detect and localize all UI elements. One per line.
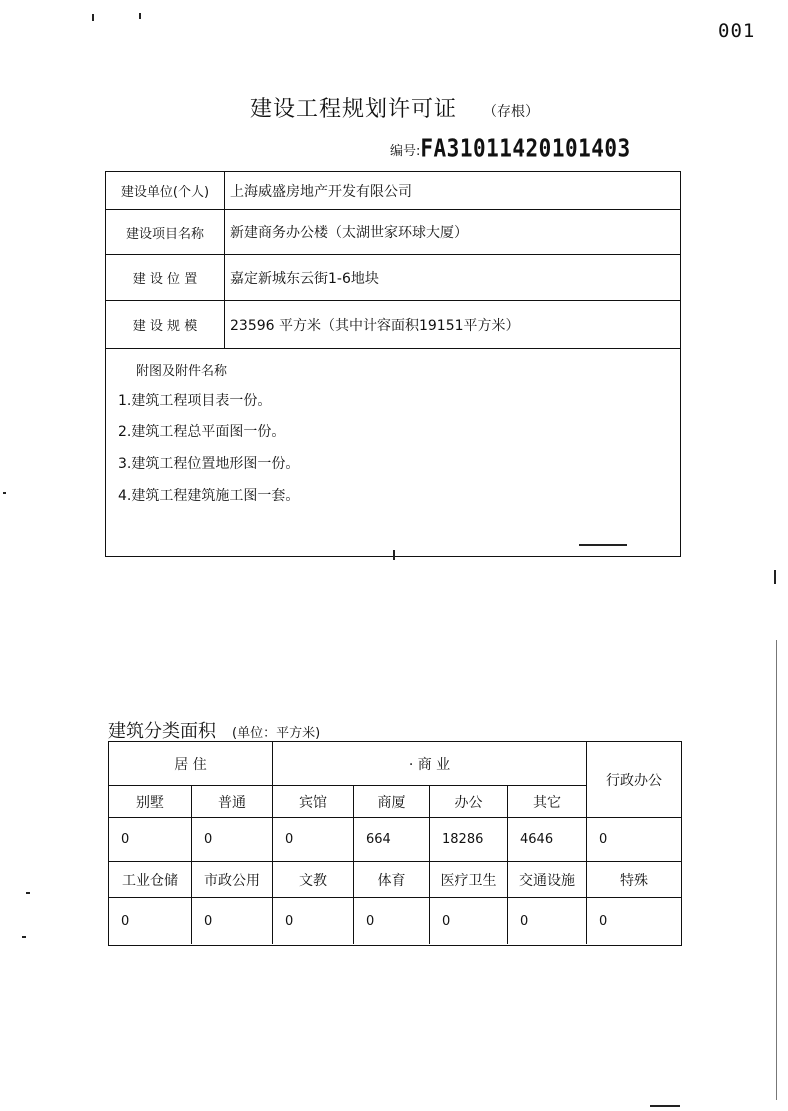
scan-speck bbox=[22, 936, 26, 938]
document-title: 建设工程规划许可证 bbox=[250, 97, 458, 122]
attachments-block bbox=[106, 349, 680, 556]
info-row-builder bbox=[106, 172, 680, 210]
attachment-item: 4.建筑工程建筑施工图一套。 bbox=[118, 488, 300, 504]
page-number: 001 bbox=[718, 20, 756, 42]
group-residential: 居 住 bbox=[109, 742, 273, 786]
area-value: 0 bbox=[599, 913, 608, 929]
col-header: 商厦 bbox=[354, 786, 430, 818]
permit-info-table bbox=[105, 171, 681, 557]
group-commercial: · 商 业 bbox=[273, 742, 587, 786]
col-header: 宾馆 bbox=[273, 786, 354, 818]
col-header: 交通设施 bbox=[508, 862, 587, 898]
info-label: 建设项目名称 bbox=[106, 210, 225, 254]
col-header: 办公 bbox=[430, 786, 508, 818]
info-row-project-name bbox=[106, 210, 680, 255]
info-value: 新建商务办公楼（太湖世家环球大厦） bbox=[230, 225, 468, 241]
document-subtitle: （存根） bbox=[483, 104, 540, 120]
scan-speck bbox=[393, 550, 395, 560]
scan-speck bbox=[3, 492, 6, 494]
area-value: 18286 bbox=[430, 818, 508, 862]
col-header: 体育 bbox=[354, 862, 430, 898]
scan-speck bbox=[139, 13, 141, 19]
attachment-item: 2.建筑工程总平面图一份。 bbox=[118, 424, 286, 440]
area-heading bbox=[108, 717, 320, 743]
area-value: 0 bbox=[109, 818, 192, 862]
area-value: 0 bbox=[354, 898, 430, 944]
attachment-item: 3.建筑工程位置地形图一份。 bbox=[118, 456, 300, 472]
info-label: 建 设 规 模 bbox=[106, 301, 225, 348]
attachments-heading: 附图及附件名称 bbox=[136, 364, 228, 379]
serial-number bbox=[390, 133, 631, 163]
area-table bbox=[108, 741, 682, 946]
area-value: 0 bbox=[430, 898, 508, 944]
scan-mark bbox=[650, 1105, 680, 1107]
col-header: 普通 bbox=[192, 786, 273, 818]
info-label: 建 设 位 置 bbox=[106, 255, 225, 300]
area-value: 0 bbox=[192, 898, 273, 944]
col-header: 别墅 bbox=[109, 786, 192, 818]
area-value: 664 bbox=[354, 818, 430, 862]
serial-value: FA31011420101403 bbox=[420, 133, 631, 163]
attachment-item: 1.建筑工程项目表一份。 bbox=[118, 393, 272, 409]
area-unit: (单位：平方米) bbox=[232, 726, 321, 741]
col-header: 特殊 bbox=[587, 862, 681, 898]
col-header: 市政公用 bbox=[192, 862, 273, 898]
area-value: 4646 bbox=[508, 818, 587, 862]
info-value: 上海威盛房地产开发有限公司 bbox=[230, 183, 412, 200]
area-value: 0 bbox=[508, 898, 587, 944]
scan-edge bbox=[776, 640, 777, 1100]
scan-mark bbox=[579, 544, 627, 546]
col-admin-office: 行政办公 bbox=[587, 742, 681, 818]
info-row-scale bbox=[106, 301, 680, 349]
col-header: 医疗卫生 bbox=[430, 862, 508, 898]
scan-speck bbox=[774, 570, 776, 584]
scan-speck bbox=[26, 892, 30, 894]
info-value: 23596 平方米（其中计容面积19151平方米） bbox=[230, 317, 520, 334]
area-value: 0 bbox=[587, 818, 681, 862]
area-value: 0 bbox=[273, 898, 354, 944]
col-header: 其它 bbox=[508, 786, 587, 818]
col-header: 文教 bbox=[273, 862, 354, 898]
info-label: 建设单位(个人) bbox=[106, 172, 225, 209]
col-header: 工业仓储 bbox=[109, 862, 192, 898]
area-value: 0 bbox=[192, 818, 273, 862]
title-row bbox=[250, 92, 539, 123]
serial-label: 编号: bbox=[390, 144, 421, 159]
area-value: 0 bbox=[273, 818, 354, 862]
info-value: 嘉定新城东云街1-6地块 bbox=[230, 270, 379, 287]
scan-speck bbox=[92, 14, 94, 21]
info-row-location bbox=[106, 255, 680, 301]
area-title: 建筑分类面积 bbox=[108, 721, 216, 742]
area-value: 0 bbox=[109, 898, 192, 944]
